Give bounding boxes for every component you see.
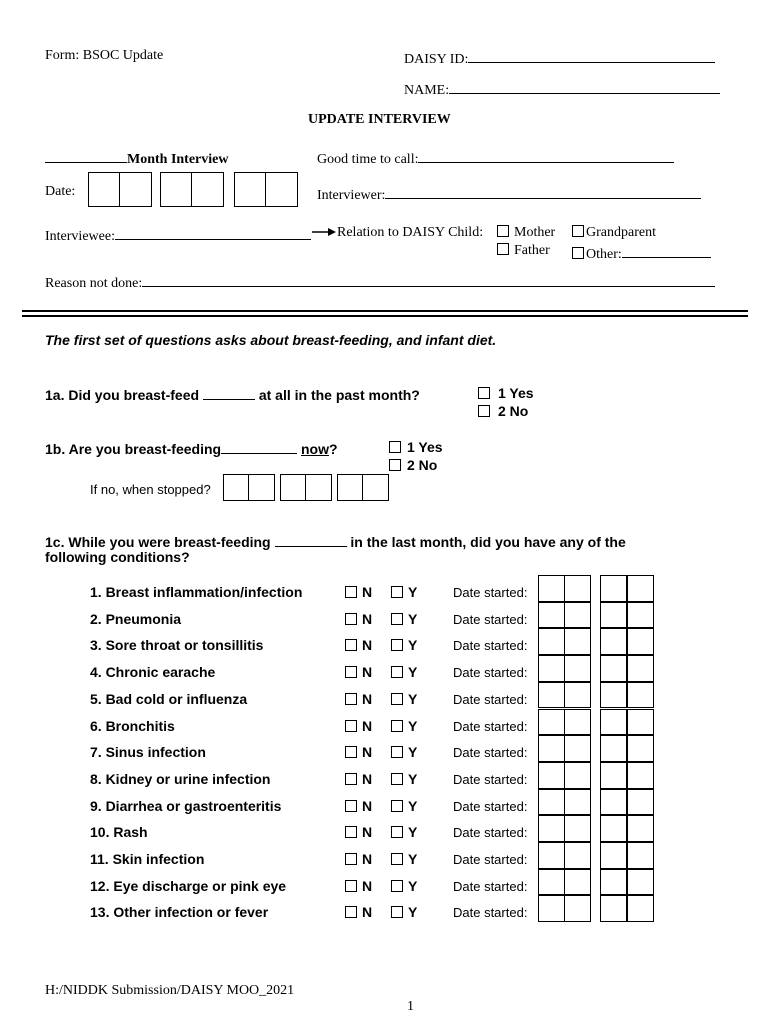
date-started-box[interactable] <box>564 895 591 922</box>
date-started-box[interactable] <box>538 789 565 816</box>
date-started-box[interactable] <box>564 762 591 789</box>
date-started-box[interactable] <box>600 789 627 816</box>
condition-option-n[interactable]: N <box>345 851 372 867</box>
checkbox-icon[interactable] <box>572 225 584 237</box>
checkbox-icon[interactable] <box>345 880 357 892</box>
date-started-box[interactable] <box>627 709 654 736</box>
condition-label: 7. Sinus infection <box>90 744 206 761</box>
date-started-box[interactable] <box>627 842 654 869</box>
date-started-box[interactable] <box>600 709 627 736</box>
date-started-box[interactable] <box>564 602 591 629</box>
q1a-blank[interactable] <box>203 385 255 400</box>
checkbox-icon[interactable] <box>391 720 403 732</box>
date-started-box[interactable] <box>600 735 627 762</box>
condition-option-y[interactable]: Y <box>391 798 417 814</box>
date-box[interactable] <box>160 172 193 207</box>
q1b-option-yes[interactable]: 1 Yes <box>389 439 443 455</box>
daisy-id-field[interactable] <box>468 48 715 63</box>
date-started-label: Date started: <box>453 878 528 894</box>
condition-option-n[interactable]: N <box>345 798 372 814</box>
condition-option-n[interactable]: N <box>345 637 372 653</box>
date-started-box[interactable] <box>627 735 654 762</box>
date-box[interactable] <box>362 474 389 501</box>
checkbox-icon[interactable] <box>391 746 403 758</box>
date-started-box[interactable] <box>564 575 591 602</box>
condition-row <box>0 767 770 793</box>
condition-option-n[interactable]: N <box>345 878 372 894</box>
interviewer-row <box>317 184 701 204</box>
q1a-option-no[interactable]: 2 No <box>478 403 528 419</box>
checkbox-icon[interactable] <box>478 405 490 417</box>
q1a-option-yes[interactable]: 1 Yes <box>478 385 534 401</box>
condition-option-y[interactable]: Y <box>391 637 417 653</box>
checkbox-icon[interactable] <box>497 225 509 237</box>
date-box[interactable] <box>280 474 307 501</box>
question-1b: 1b. Are you breast-feeding now? <box>45 441 338 457</box>
checkbox-icon[interactable] <box>391 880 403 892</box>
condition-row <box>0 687 770 713</box>
date-started-label: Date started: <box>453 718 528 734</box>
date-started-box[interactable] <box>600 869 627 896</box>
condition-option-y[interactable]: Y <box>391 904 417 920</box>
name-label: NAME: <box>404 83 450 98</box>
interviewer-field[interactable] <box>385 184 701 199</box>
date-started-label: Date started: <box>453 745 528 761</box>
date-started-box[interactable] <box>538 815 565 842</box>
footer-path: H:/NIDDK Submission/DAISY MOO_2021 <box>45 983 295 998</box>
section-divider <box>22 310 748 312</box>
question-1a: 1a. Did you breast-feed at all in the past month? <box>45 387 420 403</box>
checkbox-icon[interactable] <box>345 853 357 865</box>
date-boxes-month <box>89 172 152 207</box>
condition-option-y[interactable]: Y <box>391 878 417 894</box>
condition-option-n[interactable]: N <box>345 691 372 707</box>
name-row <box>404 79 720 99</box>
date-started-box[interactable] <box>600 815 627 842</box>
date-started-box[interactable] <box>564 628 591 655</box>
relation-mother[interactable]: Mother <box>497 225 555 241</box>
relation-father[interactable]: Father <box>497 243 550 259</box>
date-started-label: Date started: <box>453 905 528 921</box>
checkbox-icon[interactable] <box>391 773 403 785</box>
question-1c: 1c. While you were breast-feeding in the last month, did you have any of the <box>45 534 626 550</box>
date-started-box[interactable] <box>600 655 627 682</box>
daisy-id-row <box>404 48 715 68</box>
condition-option-y[interactable]: Y <box>391 664 417 680</box>
date-started-box[interactable] <box>538 655 565 682</box>
arrow-right-icon <box>312 226 336 238</box>
date-started-label: Date started: <box>453 638 528 654</box>
checkbox-icon[interactable] <box>391 800 403 812</box>
stopped-boxes-2 <box>281 474 332 501</box>
date-box[interactable] <box>265 172 298 207</box>
condition-option-y[interactable]: Y <box>391 744 417 760</box>
date-started-box[interactable] <box>600 895 627 922</box>
date-started-box[interactable] <box>538 735 565 762</box>
date-started-box[interactable] <box>600 628 627 655</box>
condition-row <box>0 874 770 900</box>
checkbox-icon[interactable] <box>345 613 357 625</box>
condition-label: 10. Rash <box>90 824 148 841</box>
checkbox-icon[interactable] <box>345 720 357 732</box>
reason-field[interactable] <box>142 272 715 287</box>
date-started-box[interactable] <box>600 682 627 709</box>
date-started-box[interactable] <box>627 575 654 602</box>
condition-option-y[interactable]: Y <box>391 824 417 840</box>
date-started-box[interactable] <box>627 789 654 816</box>
date-started-box[interactable] <box>564 655 591 682</box>
checkbox-icon[interactable] <box>391 853 403 865</box>
good-time-row <box>317 148 674 168</box>
condition-option-n[interactable]: N <box>345 744 372 760</box>
condition-label: 8. Kidney or urine infection <box>90 770 271 787</box>
checkbox-icon[interactable] <box>345 826 357 838</box>
q1c-blank[interactable] <box>275 532 347 547</box>
date-started-label: Date started: <box>453 771 528 787</box>
date-started-box[interactable] <box>627 762 654 789</box>
condition-row <box>0 794 770 820</box>
condition-option-n[interactable]: N <box>345 771 372 787</box>
date-box[interactable] <box>337 474 364 501</box>
date-box[interactable] <box>234 172 267 207</box>
condition-label: 9. Diarrhea or gastroenteritis <box>90 797 282 814</box>
interviewee-row <box>45 225 311 245</box>
condition-row <box>0 714 770 740</box>
date-started-box[interactable] <box>538 628 565 655</box>
condition-label: 5. Bad cold or influenza <box>90 690 248 707</box>
date-started-box[interactable] <box>564 735 591 762</box>
date-started-box[interactable] <box>600 575 627 602</box>
q1b-stopped-label: If no, when stopped? <box>90 482 211 497</box>
checkbox-icon[interactable] <box>572 247 584 259</box>
date-started-box[interactable] <box>538 869 565 896</box>
condition-label: 6. Bronchitis <box>90 717 175 734</box>
page-title: UPDATE INTERVIEW <box>308 112 451 127</box>
condition-option-n[interactable]: N <box>345 904 372 920</box>
checkbox-icon[interactable] <box>478 387 490 399</box>
intro-text: The first set of questions asks about breast-feeding, and infant diet. <box>45 332 497 348</box>
interviewee-label: Interviewee: <box>45 229 115 244</box>
date-box[interactable] <box>88 172 121 207</box>
condition-row <box>0 660 770 686</box>
condition-label: 11. Skin infection <box>90 851 205 867</box>
date-started-box[interactable] <box>627 602 654 629</box>
date-started-label: Date started: <box>453 691 528 707</box>
date-started-box[interactable] <box>538 762 565 789</box>
date-started-box[interactable] <box>564 869 591 896</box>
checkbox-icon[interactable] <box>345 586 357 598</box>
date-boxes-year <box>235 172 298 207</box>
date-started-box[interactable] <box>564 842 591 869</box>
q1b-blank[interactable] <box>221 439 297 454</box>
date-boxes-day <box>161 172 224 207</box>
condition-option-y[interactable]: Y <box>391 611 417 627</box>
date-started-box[interactable] <box>564 682 591 709</box>
checkbox-icon[interactable] <box>391 613 403 625</box>
date-box[interactable] <box>119 172 152 207</box>
checkbox-icon[interactable] <box>391 586 403 598</box>
date-started-label: Date started: <box>453 611 528 627</box>
date-started-label: Date started: <box>453 825 528 841</box>
condition-label: 2. Pneumonia <box>90 610 182 627</box>
date-started-box[interactable] <box>600 762 627 789</box>
checkbox-icon[interactable] <box>391 826 403 838</box>
date-started-box[interactable] <box>627 682 654 709</box>
page-number: 1 <box>407 999 414 1014</box>
date-started-label: Date started: <box>453 585 528 600</box>
date-box[interactable] <box>191 172 224 207</box>
condition-option-y[interactable]: Y <box>391 851 417 867</box>
date-started-box[interactable] <box>627 628 654 655</box>
date-started-box[interactable] <box>627 655 654 682</box>
condition-option-n[interactable]: N <box>345 584 372 600</box>
condition-option-y[interactable]: Y <box>391 771 417 787</box>
checkbox-icon[interactable] <box>391 693 403 705</box>
date-started-label: Date started: <box>453 798 528 814</box>
date-started-box[interactable] <box>564 789 591 816</box>
condition-option-n[interactable]: N <box>345 664 372 680</box>
stopped-boxes-1 <box>224 474 275 501</box>
date-started-box[interactable] <box>627 869 654 896</box>
date-started-box[interactable] <box>564 815 591 842</box>
relation-grandparent[interactable]: Grandparent <box>572 225 656 241</box>
checkbox-icon[interactable] <box>389 441 401 453</box>
stopped-boxes-3 <box>338 474 389 501</box>
condition-option-y[interactable]: Y <box>391 691 417 707</box>
condition-option-n[interactable]: N <box>345 718 372 734</box>
date-started-box[interactable] <box>600 842 627 869</box>
date-started-box[interactable] <box>538 709 565 736</box>
date-started-box[interactable] <box>538 842 565 869</box>
date-started-box[interactable] <box>627 895 654 922</box>
interviewee-field[interactable] <box>115 225 311 240</box>
relation-other-field[interactable] <box>622 243 711 258</box>
condition-option-y[interactable]: Y <box>391 718 417 734</box>
condition-label: 13. Other infection or fever <box>90 904 269 921</box>
checkbox-icon[interactable] <box>497 243 509 255</box>
q1b-now: now <box>300 441 329 457</box>
condition-option-n[interactable]: N <box>345 611 372 627</box>
checkbox-icon[interactable] <box>345 906 357 918</box>
checkbox-icon[interactable] <box>345 746 357 758</box>
checkbox-icon[interactable] <box>345 800 357 812</box>
date-box[interactable] <box>223 474 250 501</box>
month-interview-label: Month Interview <box>127 152 229 167</box>
date-box[interactable] <box>305 474 332 501</box>
condition-row <box>0 900 770 926</box>
date-started-label: Date started: <box>453 852 528 867</box>
condition-label: 4. Chronic earache <box>90 664 216 681</box>
checkbox-icon[interactable] <box>345 693 357 705</box>
condition-label: 1. Breast inflammation/infection <box>90 584 303 600</box>
date-started-label: Date started: <box>453 665 528 681</box>
form-label: Form: BSOC Update <box>45 48 164 63</box>
condition-label: 3. Sore throat or tonsillitis <box>90 637 264 654</box>
q1b-option-no[interactable]: 2 No <box>389 457 437 473</box>
condition-row <box>0 740 770 766</box>
condition-option-n[interactable]: N <box>345 824 372 840</box>
checkbox-icon[interactable] <box>391 639 403 651</box>
name-field[interactable] <box>449 79 720 94</box>
date-started-box[interactable] <box>627 815 654 842</box>
question-1c-line2: following conditions? <box>45 549 190 565</box>
interviewer-label: Interviewer: <box>317 188 386 203</box>
date-started-box[interactable] <box>538 895 565 922</box>
month-interview-field[interactable] <box>45 148 127 163</box>
date-box[interactable] <box>248 474 275 501</box>
condition-row <box>0 847 770 873</box>
checkbox-icon[interactable] <box>345 666 357 678</box>
good-time-label: Good time to call: <box>317 152 419 167</box>
date-started-box[interactable] <box>538 682 565 709</box>
date-label: Date: <box>45 184 76 199</box>
checkbox-icon[interactable] <box>389 459 401 471</box>
month-interview-row <box>45 148 229 168</box>
checkbox-icon[interactable] <box>345 639 357 651</box>
condition-row <box>0 820 770 846</box>
relation-other[interactable]: Other: <box>572 243 711 263</box>
reason-row <box>45 272 715 292</box>
date-started-box[interactable] <box>538 602 565 629</box>
condition-row <box>0 607 770 633</box>
reason-label: Reason not done: <box>45 276 143 291</box>
condition-row <box>0 580 770 606</box>
date-started-box[interactable] <box>564 709 591 736</box>
date-started-box[interactable] <box>538 575 565 602</box>
daisy-id-label: DAISY ID: <box>404 52 469 67</box>
checkbox-icon[interactable] <box>391 666 403 678</box>
checkbox-icon[interactable] <box>345 773 357 785</box>
section-divider <box>22 315 748 317</box>
condition-row <box>0 633 770 659</box>
relation-label: Relation to DAISY Child: <box>337 225 484 240</box>
condition-label: 12. Eye discharge or pink eye <box>90 877 287 894</box>
date-started-box[interactable] <box>600 602 627 629</box>
condition-option-y[interactable]: Y <box>391 584 417 600</box>
good-time-field[interactable] <box>418 148 674 163</box>
checkbox-icon[interactable] <box>391 906 403 918</box>
